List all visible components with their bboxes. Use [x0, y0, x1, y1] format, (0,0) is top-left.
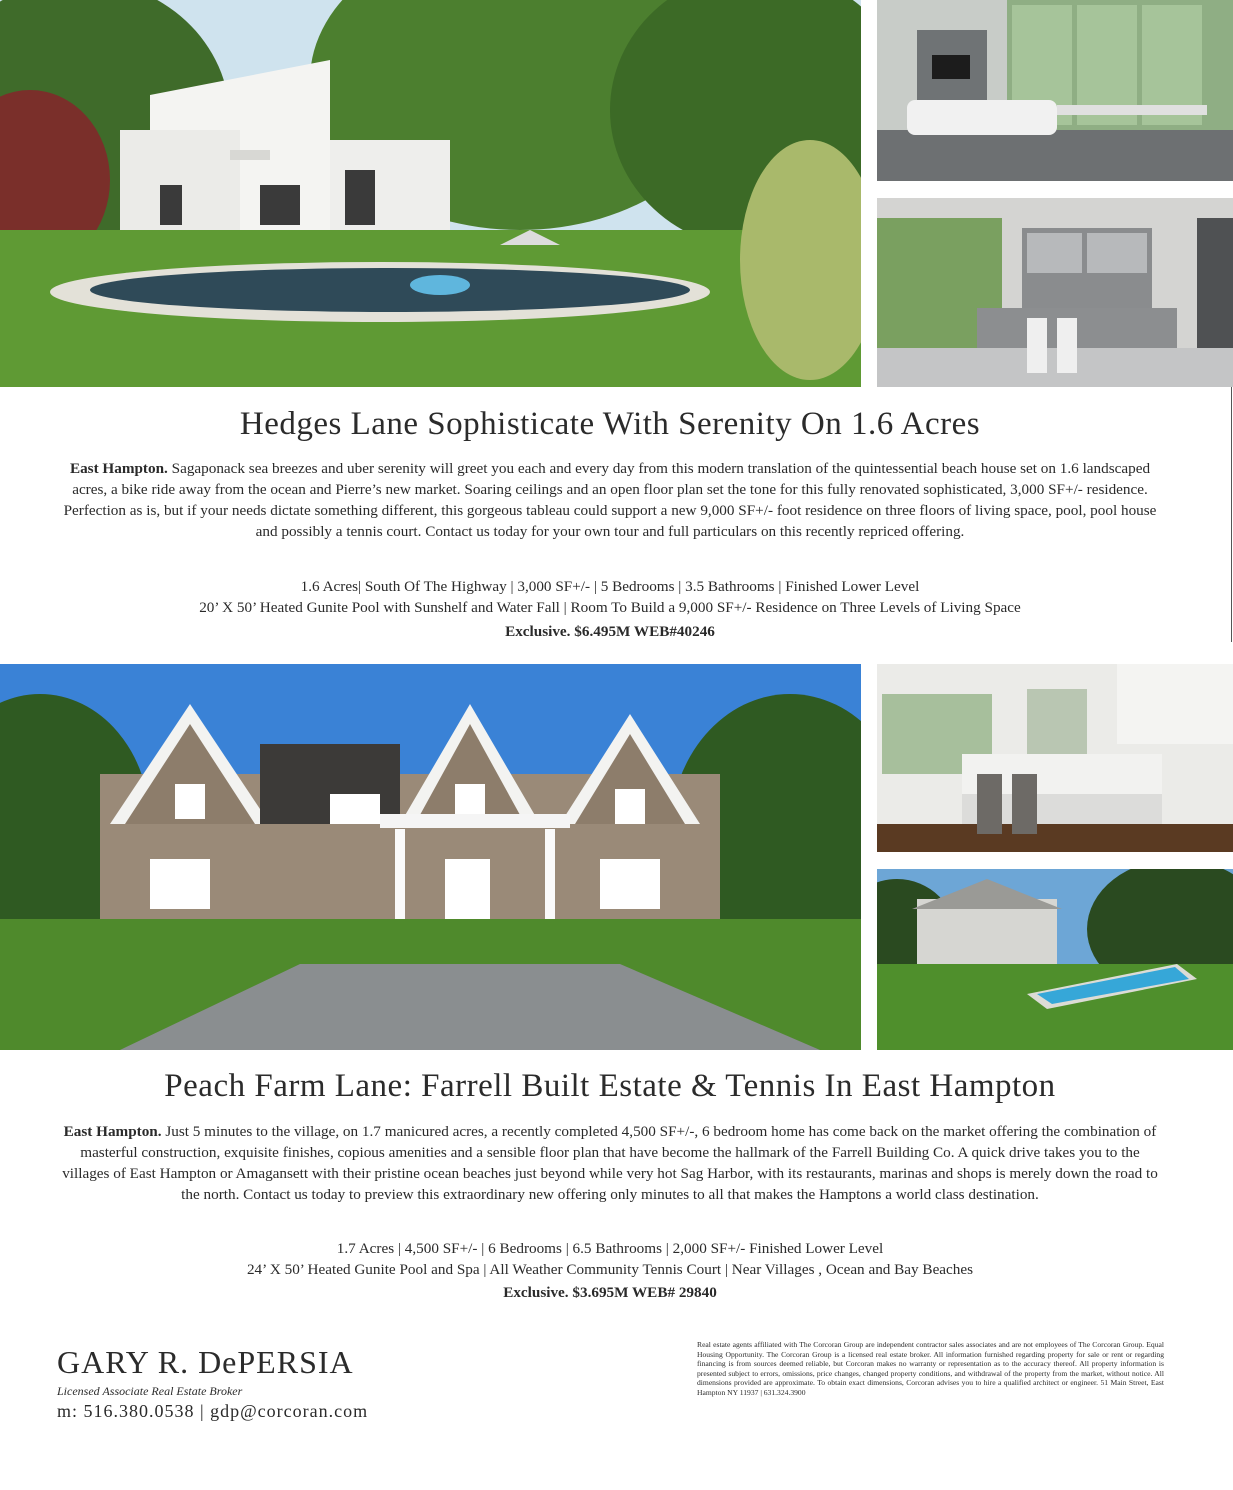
listing1-title: Hedges Lane Sophisticate With Serenity On 1.6 Acres [239, 406, 981, 442]
legal-disclaimer: Real estate agents affiliated with The Corcoran Group are independent contractor sales associates and are not employees of The Corcoran Group. Equal Housing Opportunity. The Corcoran Group is a licensed real estate broker. All information furnished regarding property for sale or rent or regarding financing is from sources deemed reliable, but Corcoran makes no warranty or representation as to the accuracy thereof. All property information is presented subject to errors, omissions, price changes, changed property conditions, and withdrawal of the property from the market, without notice. All dimensions provided are approximate. To obtain exact dimensions, Corcoran advises you to hire a qualified architect or engineer. 51 Main Street, East Hampton NY 11937 | 631.324.3900 [697, 1340, 1164, 1397]
listing1-facts-line2: 20’ X 50’ Heated Gunite Pool with Sunshelf and Water Fall | Room To Build a 9,000 SF+/- Residence on Three Levels of Living Space [199, 599, 1021, 616]
column-divider [1231, 387, 1232, 642]
listing1-description: Sagaponack sea breezes and uber serenity will greet you each and every day from this modern translation of the quintessential beach house set on 1.6 landscaped acres, a bike ride away from the ocean and Pierre’s new market. Soaring ceilings and an open floor plan set the tone for this fully renovated sophisticated, 3,000 SF+/- residence. Perfection as is, but if your needs dictate something different, this gorgeous tableau could support a new 9,000 SF+/- foot residence on three floors of living space, pool, pool house and possibly a tennis court. Contact us today for your own tour and full particulars on this recently repriced offering. [63, 460, 1157, 540]
listing2-description: Just 5 minutes to the village, on 1.7 manicured acres, a recently completed 4,500 SF+/-, 6 bedroom home has come back on the market offering the combination of masterful construction, exquisite finishes, copious amenities and a sensible floor plan that have become the hallmark of the Farrell Building Co. A quick drive takes you to the villages of East Hampton or Amagansett with their pristine ocean beaches just beyond while very hot Sag Harbor, with its restaurants, marinas and shops is merely down the road to the north. Contact us today to preview this extraordinary new offering only minutes to all that makes the Hamptons a world class destination. [62, 1123, 1158, 1203]
listing1-facts-line1: 1.6 Acres| South Of The Highway | 3,000 SF+/- | 5 Bedrooms | 3.5 Bathrooms | Finished Lower Level [300, 578, 920, 595]
listing2-description-block [62, 1121, 1158, 1205]
agent-name: GARY R. DePERSIA [57, 1344, 354, 1380]
listing2-pool-photo [877, 869, 1233, 1050]
listing1-location: East Hampton. [69, 460, 168, 477]
listing1-main-photo [0, 0, 861, 387]
listing2-location: East Hampton. [63, 1123, 162, 1140]
listing2-price: Exclusive. $3.695M WEB# 29840 [503, 1284, 717, 1301]
listing2-facts-line1: 1.7 Acres | 4,500 SF+/- | 6 Bedrooms | 6.5 Bathrooms | 2,000 SF+/- Finished Lower Level [336, 1240, 884, 1257]
listing1-price: Exclusive. $6.495M WEB#40246 [505, 623, 715, 640]
listing2-main-photo [0, 664, 861, 1050]
listing2-facts-line2: 24’ X 50’ Heated Gunite Pool and Spa | All Weather Community Tennis Court | Near Villages , Ocean and Bay Beaches [246, 1261, 974, 1278]
agent-role: Licensed Associate Real Estate Broker [57, 1384, 243, 1398]
listing2-title: Peach Farm Lane: Farrell Built Estate & Tennis In East Hampton [164, 1068, 1056, 1104]
listing1-kitchen-photo [877, 198, 1233, 387]
listing1-interior-photo-1 [877, 0, 1233, 181]
listing2-kitchen-photo [877, 664, 1233, 852]
listing1-description-block [62, 458, 1158, 542]
agent-contact[interactable]: m: 516.380.0538 | gdp@corcoran.com [57, 1401, 369, 1421]
